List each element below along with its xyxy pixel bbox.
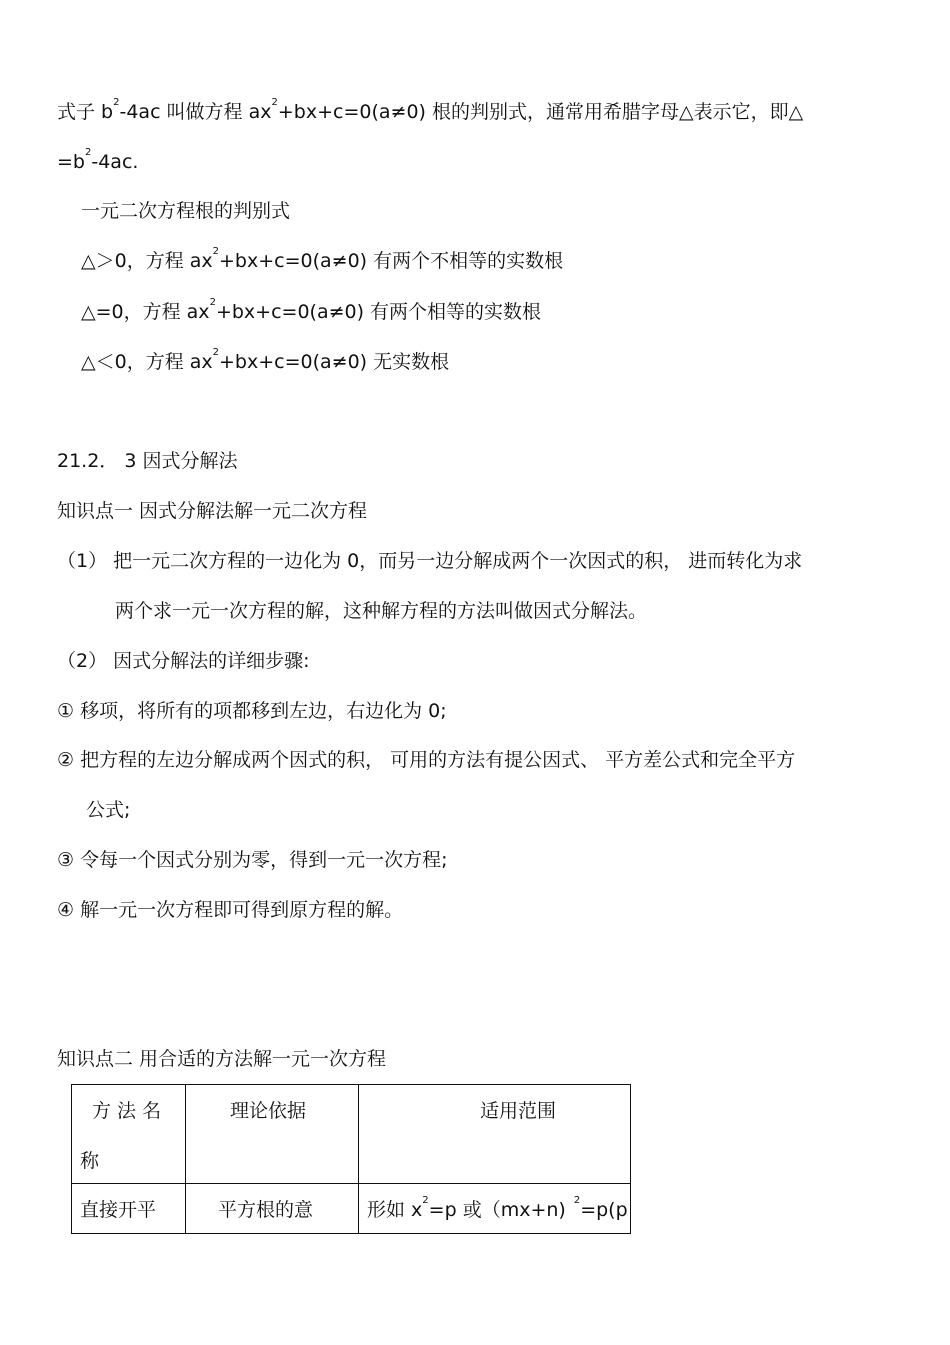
header-theory: 理论依据 xyxy=(230,1100,307,1122)
superscript-2: 2 xyxy=(212,246,220,257)
case-text-a: △＜0，方程 ax xyxy=(81,351,213,373)
scope-text-b: =p 或（mx+n) xyxy=(428,1199,566,1221)
knowledge-point-1-title: 知识点一 因式分解法解一元二次方程 xyxy=(57,500,368,522)
scope-text-c: =p(p xyxy=(580,1199,628,1221)
superscript-2: 2 xyxy=(113,97,120,108)
section-title: 21.2． 3 因式分解法 xyxy=(57,450,238,472)
superscript-2: 2 xyxy=(212,347,220,358)
item-1-line2: 两个求一元一次方程的解，这种解方程的方法叫做因式分解法。 xyxy=(115,600,648,622)
header-cell-scope xyxy=(359,1085,631,1184)
case-text-b: +bx+c=0(a≠0) 有两个相等的实数根 xyxy=(215,301,542,323)
scope-text-a: 形如 x xyxy=(367,1199,423,1221)
definition-text-d: =b xyxy=(57,151,85,173)
item-1-line1: （1） 把一元二次方程的一边化为 0，而另一边分解成两个一次因式的积， 进而转化为求 xyxy=(57,550,803,572)
superscript-2: 2 xyxy=(84,147,92,158)
case-text-a: △=0，方程 ax xyxy=(81,301,210,323)
definition-text-a: 式子 b xyxy=(57,101,114,123)
step-4: ④ 解一元一次方程即可得到原方程的解。 xyxy=(57,899,404,921)
header-method-name-a: 方 法 名 xyxy=(92,1100,162,1122)
knowledge-point-2-title: 知识点二 用合适的方法解一元一次方程 xyxy=(57,1048,387,1070)
methods-table xyxy=(71,1084,631,1234)
step-1: ① 移项，将所有的项都移到左边，右边化为 0; xyxy=(57,700,447,722)
table-header-row xyxy=(72,1085,631,1184)
discriminant-heading: 一元二次方程根的判别式 xyxy=(81,200,291,222)
table-row xyxy=(72,1184,631,1234)
discriminant-case-negative xyxy=(81,347,450,374)
definition-text-e: -4ac. xyxy=(91,151,139,173)
step-2-line1: ② 把方程的左边分解成两个因式的积， 可用的方法有提公因式、 平方差公式和完全平方 xyxy=(57,749,796,771)
header-cell-theory xyxy=(186,1085,359,1184)
case-text-a: △＞0，方程 ax xyxy=(81,250,213,272)
superscript-2: 2 xyxy=(573,1195,581,1206)
case-text-b: +bx+c=0(a≠0) 无实数根 xyxy=(219,351,450,373)
discriminant-definition-line1 xyxy=(57,97,804,124)
row-method-name: 直接开平 xyxy=(80,1199,157,1221)
item-2: （2） 因式分解法的详细步骤: xyxy=(57,650,310,672)
definition-text-c: +bx+c=0(a≠0) 根的判别式，通常用希腊字母△表示它，即△ xyxy=(277,101,804,123)
step-3: ③ 令每一个因式分别为零，得到一元一次方程; xyxy=(57,849,448,871)
superscript-2: 2 xyxy=(271,97,278,108)
header-cell-method-name xyxy=(72,1085,186,1184)
row-cell-scope xyxy=(359,1184,631,1234)
row-scope xyxy=(367,1195,628,1222)
discriminant-definition-line2 xyxy=(57,147,139,174)
case-text-b: +bx+c=0(a≠0) 有两个不相等的实数根 xyxy=(219,250,564,272)
header-method-name-b: 称 xyxy=(80,1150,100,1172)
superscript-2: 2 xyxy=(422,1195,429,1206)
header-scope: 适用范围 xyxy=(480,1100,557,1122)
row-cell-theory xyxy=(186,1184,359,1234)
step-2-line2: 公式; xyxy=(86,799,131,821)
superscript-2: 2 xyxy=(209,297,216,308)
discriminant-case-positive xyxy=(81,246,564,273)
row-cell-method-name xyxy=(72,1184,186,1234)
row-theory: 平方根的意 xyxy=(218,1199,314,1221)
discriminant-case-zero xyxy=(81,297,542,324)
definition-text-b: -4ac 叫做方程 ax xyxy=(119,101,272,123)
